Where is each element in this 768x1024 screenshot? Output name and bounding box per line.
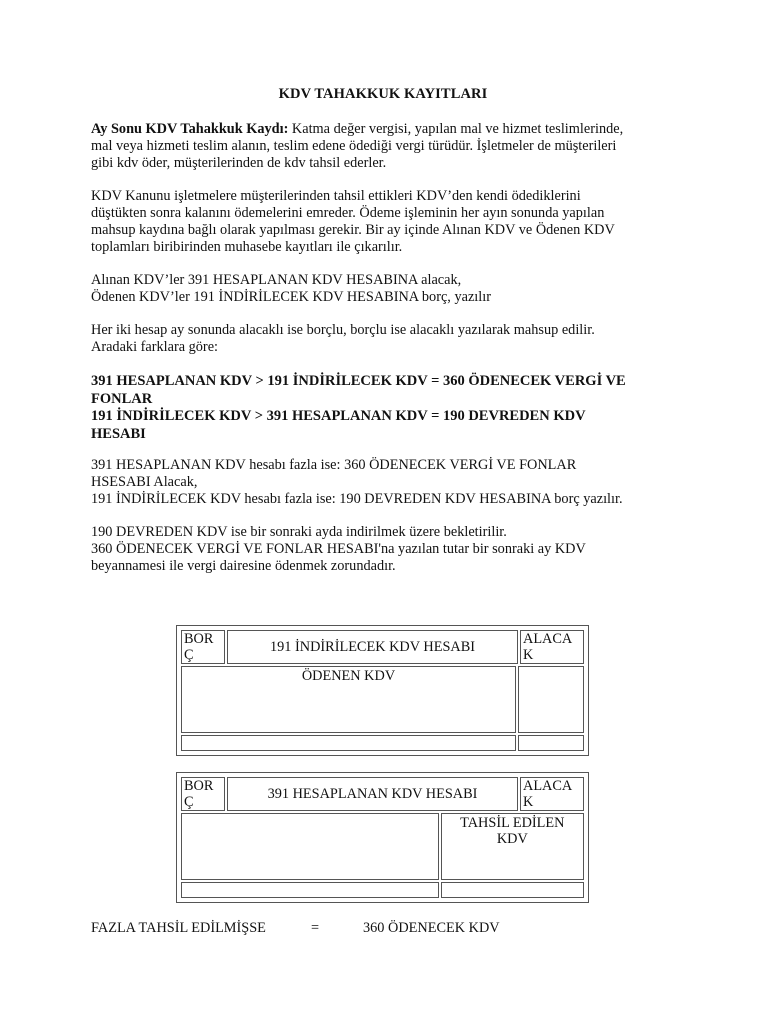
debit-total [181, 735, 516, 751]
t-account-191 [176, 625, 589, 756]
definition-line-1: Katma değer vergisi, yapılan mal ve hizmet teslimlerinde, [288, 121, 624, 137]
paragraph-offset [91, 322, 681, 356]
credit-entries [441, 813, 584, 880]
law-line-3: mahsup kaydına bağlı olarak yapılması gerekir. Bir ay içinde Alınan KDV ve Ödenen KDV [91, 222, 615, 238]
document-title: KDV TAHAKKUK KAYITLARI [278, 86, 488, 102]
entries-line-3: 191 İNDİRİLECEK KDV hesabı fazla ise: 190 DEVREDEN KDV HESABINA borç yazılır. [91, 491, 623, 507]
accounts-line-2: Ödenen KDV’ler 191 İNDİRİLECEK KDV HESABINA borç, yazılır [91, 289, 491, 305]
credit-total [518, 735, 584, 751]
paragraph-entries [91, 457, 681, 508]
debit-entries [181, 813, 439, 880]
t-account-391-header [181, 777, 584, 811]
debit-total [181, 882, 439, 898]
paragraph-definition [91, 121, 681, 172]
paragraph-law [91, 188, 681, 256]
rules-line-4: HESABI [91, 425, 146, 442]
debit-entry-paid-vat: ÖDENEN KDV [301, 668, 396, 684]
rules-line-3: 191 İNDİRİLECEK KDV > 391 HESAPLANAN KDV = 190 DEVREDEN KDV [91, 408, 586, 424]
carryover-line-1: 190 DEVREDEN KDV ise bir sonraki ayda indirilmek üzere bekletirilir. [91, 524, 507, 540]
summary-left: FAZLA TAHSİL EDİLMİŞSE [91, 920, 266, 936]
rules-line-2: FONLAR [91, 390, 153, 407]
definition-lead: Ay Sonu KDV Tahakkuk Kaydı: [91, 121, 289, 137]
summary-line [91, 920, 500, 937]
paragraph-carryover [91, 524, 681, 575]
law-line-2: düştükten sonra kalanını ödemelerini emreder. Ödeme işleminin her ayın sonunda yapılan [91, 205, 605, 221]
t-account-391 [176, 772, 589, 903]
account-name: 191 İNDİRİLECEK KDV HESABI [227, 630, 518, 664]
entries-line-2: HSESABI Alacak, [91, 474, 198, 490]
paragraph-accounts [91, 272, 681, 306]
summary-equals: = [311, 920, 320, 936]
credit-label: ALACA K [520, 630, 584, 664]
debit-label: BOR Ç [181, 630, 225, 664]
credit-entry-collected-vat: TAHSİL EDİLEN KDV [460, 815, 565, 847]
debit-label: BOR Ç [181, 777, 225, 811]
law-line-4: toplamları biribirinden muhasebe kayıtları ile çıkarılır. [91, 239, 403, 255]
offset-line-1: Her iki hesap ay sonunda alacaklı ise borçlu, borçlu ise alacaklı yazılarak mahsup edilir. [91, 322, 595, 338]
entries-line-1: 391 HESAPLANAN KDV hesabı fazla ise: 360 ÖDENECEK VERGİ VE FONLAR [91, 457, 577, 473]
t-account-191-footer [181, 735, 584, 751]
accounts-line-1: Alınan KDV’ler 391 HESAPLANAN KDV HESABINA alacak, [91, 272, 462, 288]
carryover-line-2: 360 ÖDENECEK VERGİ VE FONLAR HESABI'na yazılan tutar bir sonraki ay KDV [91, 541, 586, 557]
summary-right: 360 ÖDENECEK KDV [363, 920, 500, 936]
t-account-191-table [179, 628, 586, 753]
t-account-391-table [179, 775, 586, 900]
t-account-391-footer [181, 882, 584, 898]
t-account-191-header [181, 630, 584, 664]
law-line-1: KDV Kanunu işletmelere müşterilerinden tahsil ettikleri KDV’den kendi ödediklerini [91, 188, 581, 204]
t-account-191-body [181, 666, 584, 733]
debit-entries [181, 666, 516, 733]
credit-entries [518, 666, 584, 733]
definition-line-2: mal veya hizmeti teslim alanın, teslim edene ödediği vergi türüdür. İşletmeler de müşterileri [91, 138, 617, 154]
credit-total [441, 882, 584, 898]
carryover-line-3: beyannamesi ile vergi dairesine ödenmek zorundadır. [91, 558, 396, 574]
rules-line-1: 391 HESAPLANAN KDV > 191 İNDİRİLECEK KDV = 360 ÖDENECEK VERGİ VE [91, 373, 626, 389]
offset-line-2: Aradaki farklara göre: [91, 339, 219, 355]
account-name: 391 HESAPLANAN KDV HESABI [227, 777, 518, 811]
definition-line-3: gibi kdv öder, müşterilerinden de kdv tahsil ederler. [91, 155, 387, 171]
t-account-391-body [181, 813, 584, 880]
credit-label: ALACA K [520, 777, 584, 811]
paragraph-rules [91, 373, 681, 443]
